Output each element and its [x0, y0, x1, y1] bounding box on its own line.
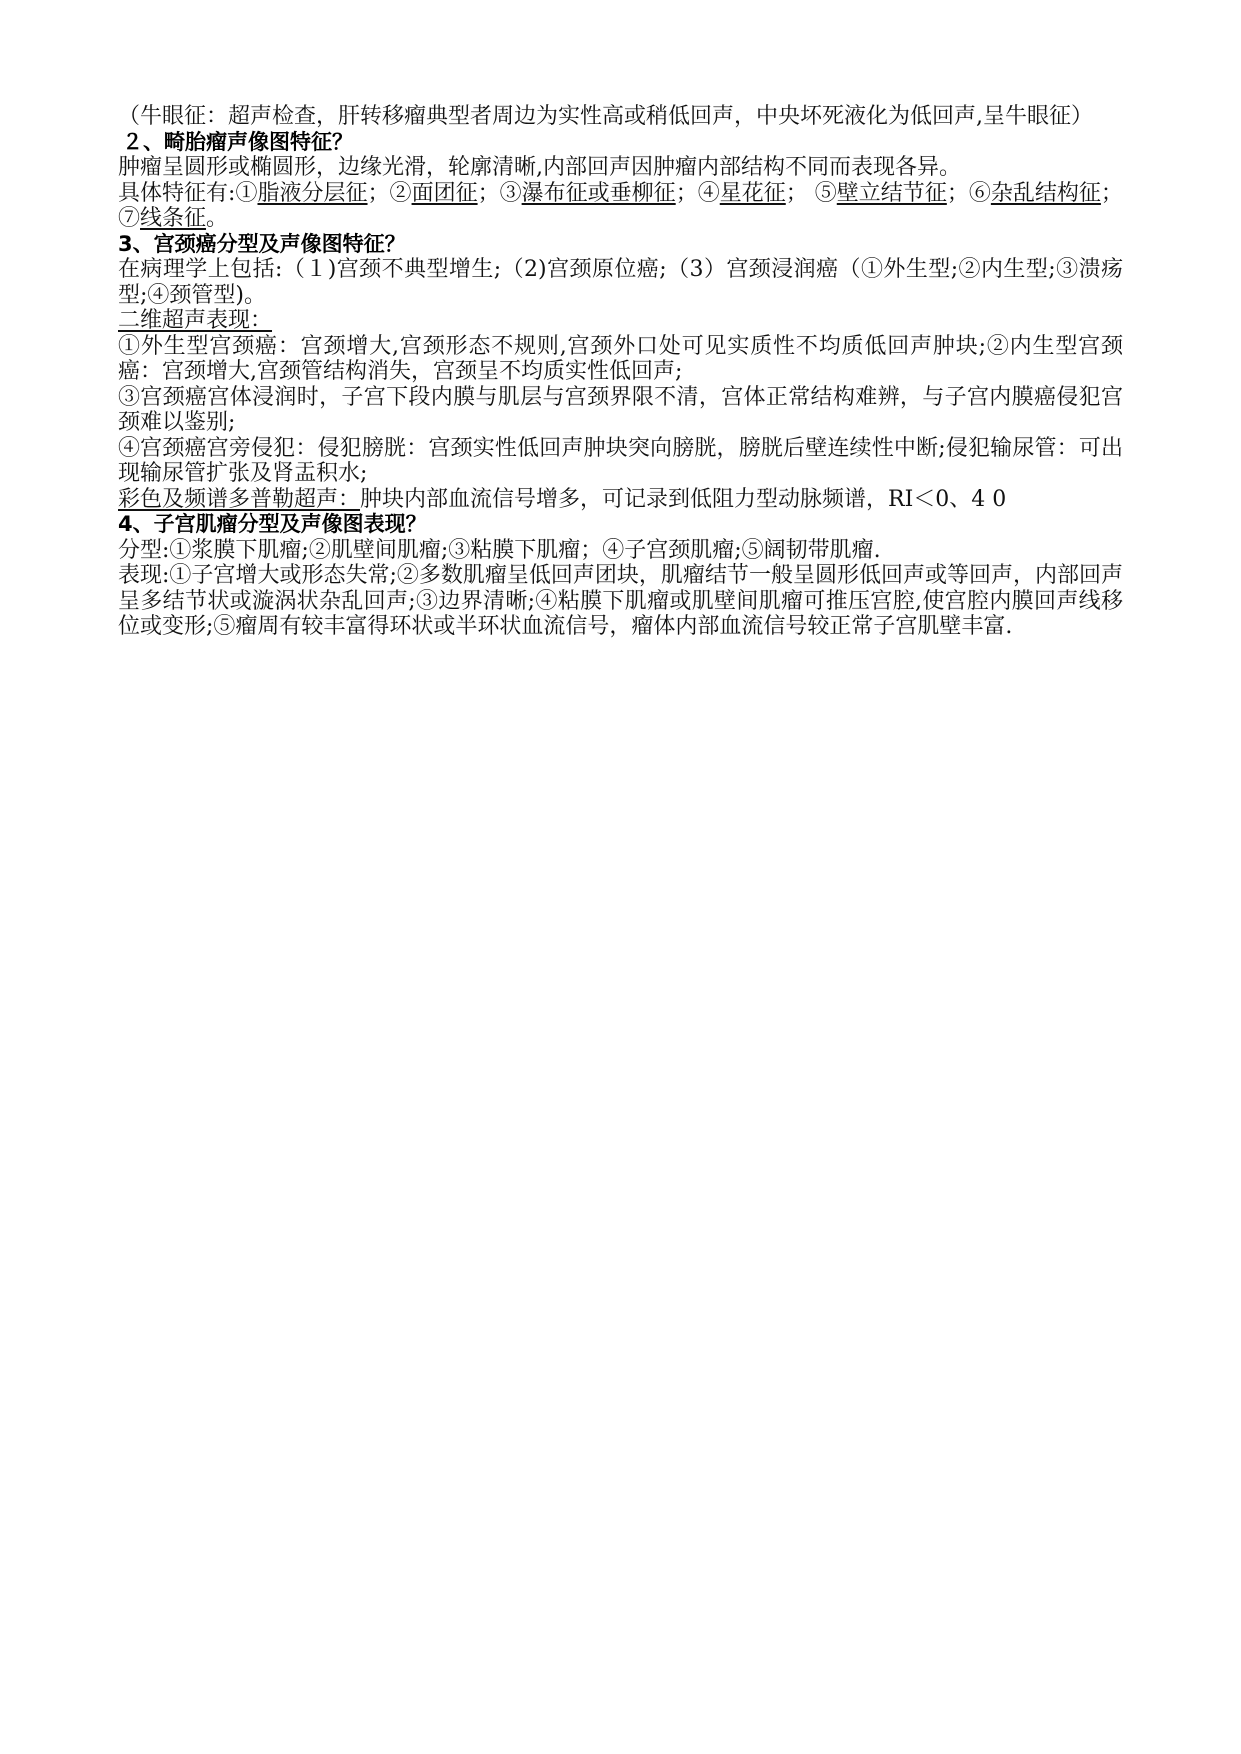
cervical-item-3: ③宫颈癌宫体浸润时，子宫下段内膜与肌层与宫颈界限不清，宫体正常结构难辨，与子宫内膜癌侵犯宫颈难以鉴别;: [118, 384, 1123, 435]
feature-end: 。: [206, 206, 229, 231]
section-3-heading: 3、宫颈癌分型及声像图特征？: [118, 231, 406, 256]
feature-separator: ；③: [477, 180, 522, 206]
feature-mural-nodule-sign: 壁立结节征: [836, 180, 947, 206]
feature-disordered-structure: 杂乱结构征: [990, 180, 1101, 206]
feature-separator: ；⑦: [118, 180, 1123, 231]
feature-separator: ；②: [367, 180, 412, 206]
feature-waterfall-sign: 瀑布征或垂柳征: [521, 180, 676, 206]
feature-separator: ；⑥: [946, 180, 991, 206]
ultrasound-2d-label: 二维超声表现：: [118, 308, 273, 333]
teratoma-description: 肿瘤呈圆形或椭圆形，边缘光滑，轮廓清晰,内部回声因肿瘤内部结构不同而表现各异。: [118, 155, 961, 180]
fibroid-types: 分型:①浆膜下肌瘤;②肌壁间肌瘤;③粘膜下肌瘤；④子宫颈肌瘤;⑤阔韧带肌瘤.: [118, 537, 881, 563]
feature-separator: ；④: [675, 180, 720, 206]
features-prefix: 具体特征有:①: [118, 180, 258, 206]
cervical-cancer-pathology: 在病理学上包括:（１)宫颈不典型增生;（2)宫颈原位癌;（3）宫颈浸润癌（①外生型;②内生型;③溃疡型;④颈管型)。: [118, 257, 1123, 308]
cervical-item-4: ④宫颈癌宫旁侵犯：侵犯膀胱：宫颈实性低回声肿块突向膀胱，膀胱后壁连续性中断;侵犯输尿管：可出现输尿管扩张及肾盂积水;: [118, 435, 1123, 486]
bulls-eye-note: （牛眼征：超声检查，肝转移瘤典型者周边为实性高或稍低回声，中央坏死液化为低回声,呈牛眼征）: [118, 104, 1093, 129]
feature-separator: ； ⑤: [785, 180, 837, 206]
feature-dough-sign: 面团征: [411, 180, 478, 206]
feature-line-sign: 线条征: [140, 206, 207, 231]
section-2-heading: ２、畸胎瘤声像图特征？: [122, 129, 353, 154]
feature-star-sign: 星花征: [719, 180, 786, 206]
teratoma-features: [118, 181, 1123, 232]
doppler-label: 彩色及频谱多普勒超声：: [118, 486, 361, 512]
doppler-text: 肿块内部血流信号增多，可记录到低阻力型动脉频谱，RI＜0、4 0: [360, 486, 1007, 512]
feature-fat-fluid-level: 脂液分层征: [257, 180, 368, 206]
section-4-heading: 4、子宫肌瘤分型及声像图表现？: [118, 512, 427, 536]
doppler-line: [118, 487, 1123, 513]
ultrasound-2d-label-line: [118, 308, 1123, 334]
fibroid-findings: 表现:①子宫增大或形态失常;②多数肌瘤呈低回声团块，肌瘤结节一般呈圆形低回声或等回声，内部回声呈多结节状或漩涡状杂乱回声;③边界清晰;④粘膜下肌瘤或肌壁间肌瘤可推压宫腔,使宫腔内膜回声线移位或变形;⑤瘤周有较丰富得环状或半环状血流信号，瘤体内部血流信号较正常子宫肌壁丰富.: [118, 563, 1123, 639]
document-page: [118, 104, 1123, 640]
cervical-item-1-2: ①外生型宫颈癌：宫颈增大,宫颈形态不规则,宫颈外口处可见实质性不均质低回声肿块;②内生型宫颈癌：宫颈增大,宫颈管结构消失，宫颈呈不均质实性低回声;: [118, 333, 1123, 384]
